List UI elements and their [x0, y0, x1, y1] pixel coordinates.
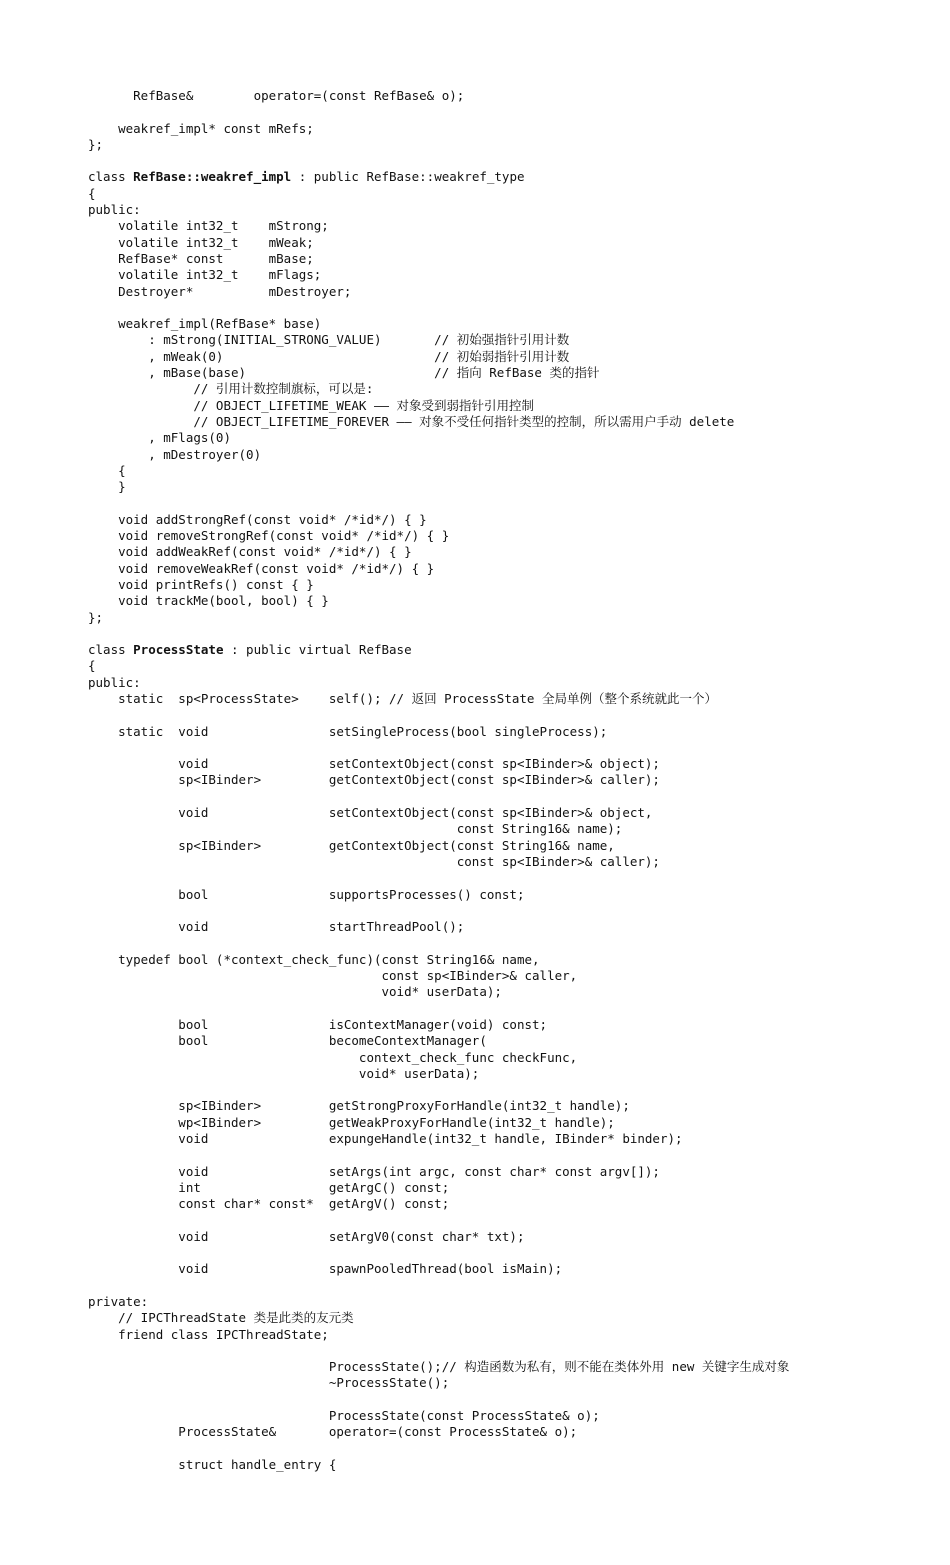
code-line [88, 626, 789, 642]
code-line: : mStrong(INITIAL_STRONG_VALUE) // 初始强指针引用计数 [88, 332, 570, 348]
code-line [88, 870, 789, 886]
code-line: { [88, 462, 126, 478]
code-line: typedef bool (*context_check_func)(const String16& name, [88, 951, 540, 967]
code-line: public: [88, 674, 141, 690]
code-line: }; [88, 136, 104, 152]
code-line: RefBase& operator=(const RefBase& o); [88, 88, 465, 103]
code-line: void setContextObject(const sp<IBinder>& object, [88, 805, 653, 821]
code-line [88, 1392, 789, 1408]
code-line: ProcessState& operator=(const ProcessState& o); [88, 1424, 578, 1440]
code-listing [88, 88, 789, 1473]
code-line: void removeStrongRef(const void* /*id*/) { } [88, 528, 450, 544]
code-segment: : public virtual RefBase [223, 642, 412, 658]
code-line: { [88, 185, 96, 201]
code-line: void setArgV0(const char* txt); [88, 1228, 525, 1244]
code-line [88, 707, 789, 723]
code-line: void startThreadPool(); [88, 919, 465, 935]
code-line [88, 1343, 789, 1359]
code-line: struct handle_entry { [88, 1456, 337, 1472]
code-line [88, 903, 789, 919]
code-line [88, 1001, 789, 1017]
code-line: bool isContextManager(void) const; [88, 1016, 548, 1032]
code-line: , mBase(base) // 指向 RefBase 类的指针 [88, 365, 600, 381]
code-line [88, 1245, 789, 1261]
code-line: static void setSingleProcess(bool singleProcess); [88, 723, 608, 739]
code-line: Destroyer* mDestroyer; [88, 283, 352, 299]
code-line: void printRefs() const { } [88, 576, 314, 592]
code-line: context_check_func checkFunc, [88, 1049, 578, 1065]
code-line: // OBJECT_LIFETIME_WEAK —— 对象受到弱指针引用控制 [88, 397, 535, 413]
code-line: } [88, 479, 126, 495]
code-line [88, 169, 789, 185]
code-line: static sp<ProcessState> self(); // 返回 ProcessState 全局单例（整个系统就此一个） [88, 690, 717, 706]
class-name: ProcessState [133, 642, 224, 658]
code-line: sp<IBinder> getContextObject(const String16& name, [88, 837, 615, 853]
code-line: void addWeakRef(const void* /*id*/) { } [88, 544, 412, 560]
code-line [88, 642, 789, 658]
code-line: ProcessState();// 构造函数为私有，则不能在类体外用 new 关键字生成对象 [88, 1359, 790, 1375]
code-line: void* userData); [88, 984, 502, 1000]
code-line: bool becomeContextManager( [88, 1033, 487, 1049]
code-segment: : public RefBase::weakref_type [291, 169, 525, 185]
code-line [88, 153, 789, 169]
code-line: // IPCThreadState 类是此类的友元类 [88, 1310, 354, 1326]
code-line: sp<IBinder> getContextObject(const sp<IBinder>& caller); [88, 772, 660, 788]
code-line: , mFlags(0) [88, 430, 231, 446]
code-line: public: [88, 202, 141, 218]
class-name: RefBase::weakref_impl [133, 169, 292, 185]
code-line: const sp<IBinder>& caller); [88, 853, 660, 869]
code-segment: class [88, 169, 134, 185]
code-line: const sp<IBinder>& caller, [88, 968, 578, 984]
code-line: void expungeHandle(int32_t handle, IBinder* binder); [88, 1131, 683, 1146]
code-line [88, 1147, 789, 1163]
code-line: void trackMe(bool, bool) { } [88, 593, 329, 609]
code-line: sp<IBinder> getStrongProxyForHandle(int32_t handle); [88, 1098, 630, 1114]
code-line: volatile int32_t mWeak; [88, 234, 314, 250]
code-line: ~ProcessState(); [88, 1375, 450, 1391]
code-line [88, 740, 789, 756]
code-line [88, 300, 789, 316]
code-line: private: [88, 1293, 149, 1309]
code-line: int getArgC() const; [88, 1179, 450, 1195]
code-line [88, 1441, 789, 1457]
code-segment: class [88, 642, 134, 658]
code-line [88, 935, 789, 951]
code-line: void removeWeakRef(const void* /*id*/) { } [88, 560, 435, 576]
code-line [88, 104, 789, 120]
code-line: void spawnPooledThread(bool isMain); [88, 1261, 563, 1277]
code-line: wp<IBinder> getWeakProxyForHandle(int32_t handle); [88, 1114, 615, 1130]
code-line: const String16& name); [88, 821, 623, 837]
code-line [88, 789, 789, 805]
code-line: { [88, 658, 96, 674]
code-line: const char* const* getArgV() const; [88, 1196, 450, 1212]
code-line: void setArgs(int argc, const char* const argv[]); [88, 1163, 660, 1179]
code-line: , mDestroyer(0) [88, 446, 262, 462]
code-line [88, 1082, 789, 1098]
code-line [88, 495, 789, 511]
code-line [88, 1278, 789, 1294]
code-line: volatile int32_t mStrong; [88, 218, 329, 234]
code-line: friend class IPCThreadState; [88, 1326, 329, 1342]
code-line: ProcessState(const ProcessState& o); [88, 1408, 600, 1424]
code-line: bool supportsProcesses() const; [88, 886, 525, 902]
code-line: void addStrongRef(const void* /*id*/) { } [88, 511, 427, 527]
code-line: // 引用计数控制旗标，可以是: [88, 381, 374, 397]
code-line: weakref_impl(RefBase* base) [88, 316, 322, 332]
code-line [88, 1212, 789, 1228]
code-line: , mWeak(0) // 初始弱指针引用计数 [88, 348, 570, 364]
code-line: RefBase* const mBase; [88, 250, 314, 266]
code-line: volatile int32_t mFlags; [88, 267, 322, 283]
code-line: // OBJECT_LIFETIME_FOREVER —— 对象不受任何指针类型的控制，所以需用户手动 delete [88, 413, 735, 429]
code-line: void* userData); [88, 1065, 480, 1081]
code-line: void setContextObject(const sp<IBinder>& object); [88, 756, 660, 772]
code-line: weakref_impl* const mRefs; [88, 120, 314, 136]
code-line: }; [88, 609, 104, 625]
